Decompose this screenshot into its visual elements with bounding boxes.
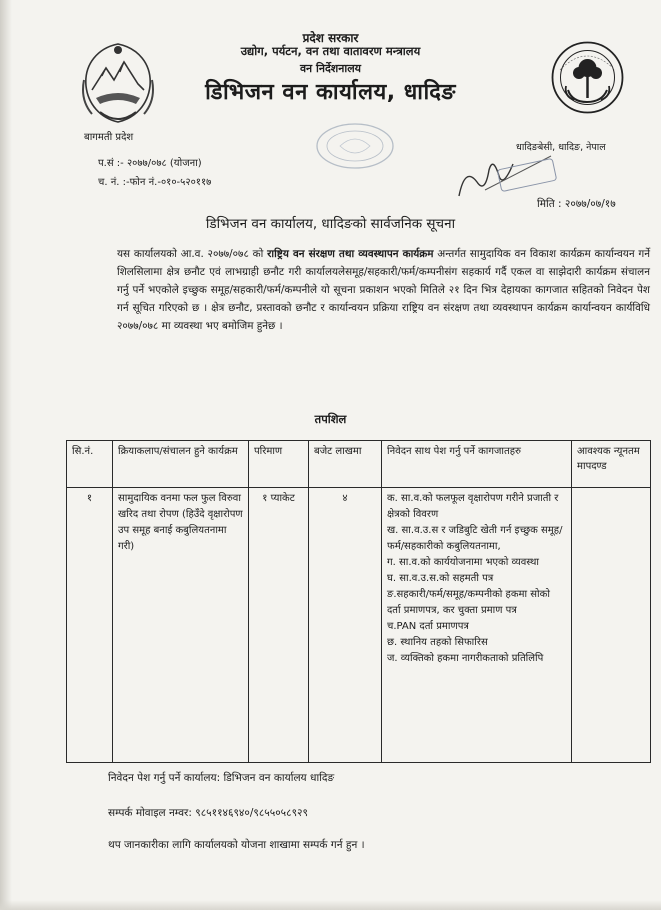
notice-date: मिति : २०७७/०७/१७ (537, 198, 616, 210)
details-heading: तपशिल (314, 412, 347, 426)
col-header-activity: क्रियाकलाप/संचालन हुने कार्यक्रम (113, 441, 249, 488)
document-item: ङ.सहकारी/फर्म/समूह/कम्पनीको हकमा सोको दर्ता प्रमाणपत्र, कर चुक्ता प्रमाण पत्र (387, 589, 550, 616)
cell-sn: १ (67, 488, 113, 763)
submission-office: निवेदन पेश गर्नु पर्ने कार्यालय: डिभिजन वन कार्यालय धादिङ (108, 772, 335, 784)
ministry-name: उद्योग, पर्यटन, वन तथा वातावरण मन्त्रालय (240, 44, 421, 58)
col-header-quantity: परिमाण (249, 441, 309, 488)
col-header-sn: सि.नं. (67, 441, 113, 488)
table-row (67, 488, 651, 763)
col-header-criteria: आवश्यक न्यूनतम मापदण्ड (572, 441, 651, 488)
contact-phone: सम्पर्क मोवाइल नम्वर: ९८५११४६९४०/९८५५०५८९२९ (108, 807, 308, 819)
cell-quantity: १ प्याकेट (249, 488, 309, 763)
col-header-documents: निवेदन साथ पेश गर्नु पर्ने कागजातहरु (382, 441, 572, 488)
col-header-budget: बजेट लाखमा (309, 441, 382, 488)
reference-number: प.सं :- २०७७/०७८ (योजना) (98, 158, 202, 169)
table-header-row (67, 441, 651, 488)
details-table (66, 440, 651, 763)
document-item: छ. स्थानिय तहको सिफारिस (387, 637, 488, 648)
cell-criteria (572, 488, 651, 763)
notice-program-name: राष्ट्रिय वन संरक्षण तथा व्यवस्थापन कार्यक्रम (267, 248, 434, 260)
cell-budget: ४ (309, 488, 382, 763)
document-item: ख. सा.व.उ.स र जडिबुटि खेती गर्न इच्छुक समूह/फर्म/सहकारीको कबुलियतनामा, (387, 525, 563, 552)
document-item: च.PAN दर्ता प्रमाणपत्र (387, 621, 469, 632)
office-stamp-icon (300, 118, 410, 174)
government-name: प्रदेश सरकार (302, 31, 359, 45)
notice-title: डिभिजन वन कार्यालय, धादिङको सार्वजनिक सूचना (205, 216, 456, 232)
cell-documents (382, 488, 572, 763)
more-info: थप जानकारीका लागि कार्यालयको योजना शाखामा सम्पर्क गर्न हुन । (108, 839, 365, 851)
document-item: ज. व्यक्तिको हकमा नागरीकताको प्रतिलिपि (387, 653, 544, 664)
scan-shadow-bottom (0, 900, 661, 910)
office-address: धादिङबेसी, धादिङ, नेपाल (516, 142, 606, 153)
directorate-name: वन निर्देशनालय (299, 62, 362, 75)
notice-body (117, 245, 650, 335)
signature-icon (455, 146, 565, 206)
forest-logo-icon (550, 40, 625, 115)
notice-body-start: यस कार्यालयको आ.व. २०७७/०७८ को (117, 248, 268, 260)
document-item: ग. सा.व.को कार्ययोजनामा भएको व्यवस्था (387, 557, 539, 568)
notice-body-rest: अन्तर्गत सामुदायिक वन विकाश कार्यक्रम कार्यान्वयन गर्ने शिलसिलामा क्षेत्र छनौट एवं लाभग्राही छनौट गरी कार्यालयलेसमूह/सहकारी/फर्म/कम्पनीसंग सहकार्य गर्दै एकल वा साझेदारी कार्यक्रम संचालन गर्नु पर्ने भएकोले इच्छुक समूह/सहकारी/फर्म/कम्पनीले यो सूचना प्रकाशन भएको मितिले २१ दिन भित्र देहायका कागजात सहितको निवेदन पेश गर्न सूचित गरिएको छ । क्षेत्र छनौट, प्रस्तावको छनौट र कार्यान्वयन प्रक्रिया राष्ट्रिय वन संरक्षण तथा व्यवस्थापन कार्यक्रम कार्यान्वयन कार्यविधि २०७७/०७८ मा व्यवस्था भए बमोजिम हुनेछ । (117, 248, 650, 332)
office-name: डिभिजन वन कार्यालय, धादिङ (205, 80, 456, 105)
dispatch-phone: च. नं. :-फोन नं.-०१०-५२०११७ (98, 177, 212, 188)
scan-shadow-left (0, 0, 12, 910)
document-item: क. सा.व.को फलफूल वृक्षारोपण गरीने प्रजाती र क्षेत्रको विवरण (387, 493, 559, 520)
cell-activity: सामुदायिक वनमा फल फुल विरुवा खरिद तथा रोपण (हिउँदे वृक्षारोपण उप समूह बनाई कबुलियतनामा गरी) (113, 488, 249, 763)
documents-list (387, 491, 566, 667)
province-label: बागमती प्रदेश (84, 132, 134, 143)
document-item: घ. सा.व.उ.स.को सहमती पत्र (387, 573, 494, 584)
